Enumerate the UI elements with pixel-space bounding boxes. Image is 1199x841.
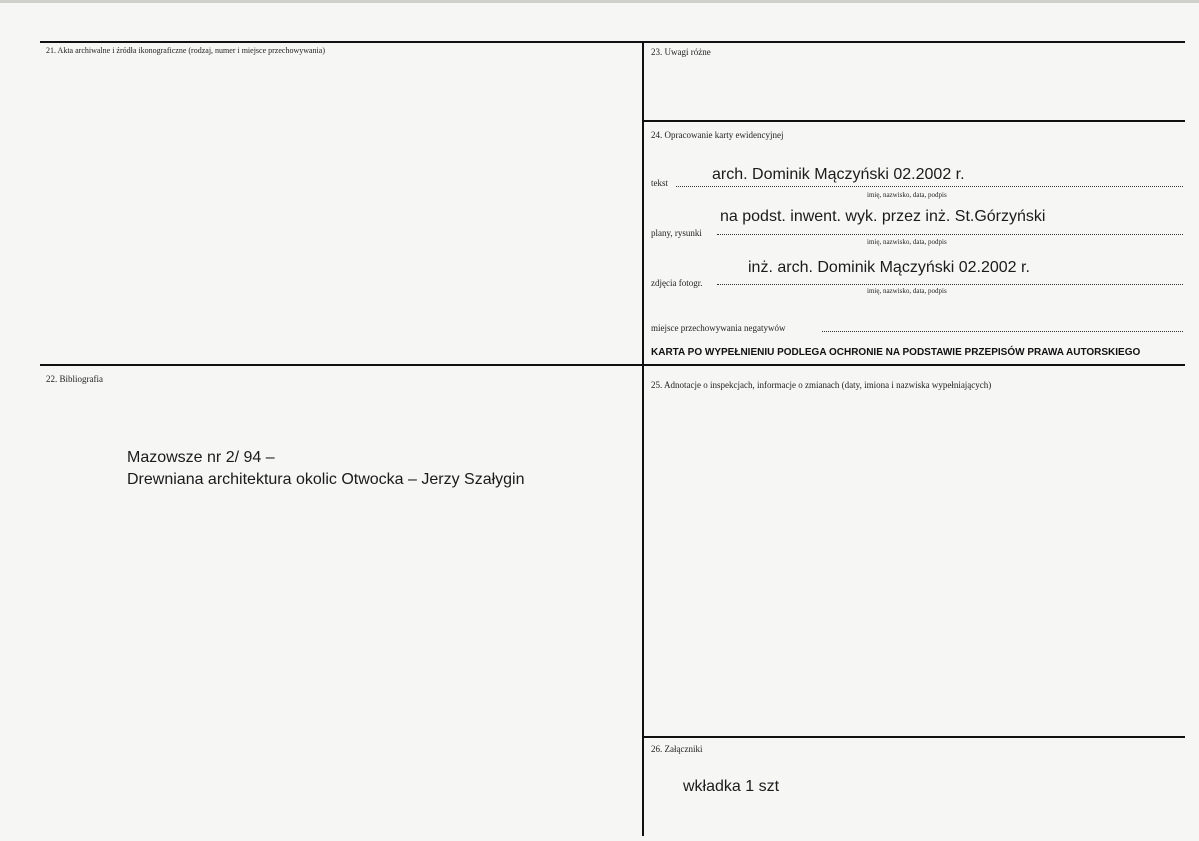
tekst-caption: imię, nazwisko, data, podpis xyxy=(867,191,947,199)
section-24-label: 24. Opracowanie karty ewidencyjnej xyxy=(651,130,784,140)
section-21-label: 21. Akta archiwalne i źródła ikonograficzne (rodzaj, numer i miejsce przechowywania) xyxy=(46,46,325,55)
plany-label: plany, rysunki xyxy=(651,228,702,238)
zdjecia-value: inż. arch. Dominik Mączyński 02.2002 r. xyxy=(748,259,1030,276)
section-22-label: 22. Bibliografia xyxy=(46,374,103,384)
zdjecia-label: zdjęcia fotogr. xyxy=(651,278,703,288)
zdjecia-caption: imię, nazwisko, data, podpis xyxy=(867,287,947,295)
scan-edge xyxy=(0,0,1199,3)
top-rule xyxy=(40,41,1185,43)
section-25-label: 25. Adnotacje o inspekcjach, informacje o zmianach (daty, imiona i nazwiska wypełniających) xyxy=(651,380,992,390)
tekst-label: tekst xyxy=(651,178,668,188)
bibliography-line-2: Drewniana architektura okolic Otwocka – Jerzy Szałygin xyxy=(127,471,525,488)
negatywy-dotted-line xyxy=(822,331,1183,332)
plany-dotted-line xyxy=(717,234,1183,235)
bibliography-line-1: Mazowsze nr 2/ 94 – xyxy=(127,449,275,466)
rule-23-24 xyxy=(642,120,1185,122)
tekst-dotted-line xyxy=(676,186,1183,187)
section-26-label: 26. Załączniki xyxy=(651,744,703,754)
plany-value: na podst. inwent. wyk. przez inż. St.Górzyński xyxy=(720,208,1046,225)
zdjecia-dotted-line xyxy=(717,284,1183,285)
middle-rule xyxy=(40,364,1185,366)
negatywy-label: miejsce przechowywania negatywów xyxy=(651,323,786,333)
plany-caption: imię, nazwisko, data, podpis xyxy=(867,238,947,246)
copyright-notice: KARTA PO WYPEŁNIENIU PODLEGA OCHRONIE NA PODSTAWIE PRZEPISÓW PRAWA AUTORSKIEGO xyxy=(651,347,1141,358)
zalaczniki-value: wkładka 1 szt xyxy=(683,778,780,795)
tekst-value: arch. Dominik Mączyński 02.2002 r. xyxy=(712,166,965,183)
rule-25-26 xyxy=(642,736,1185,738)
center-divider xyxy=(642,41,644,836)
section-23-label: 23. Uwagi różne xyxy=(651,47,711,57)
